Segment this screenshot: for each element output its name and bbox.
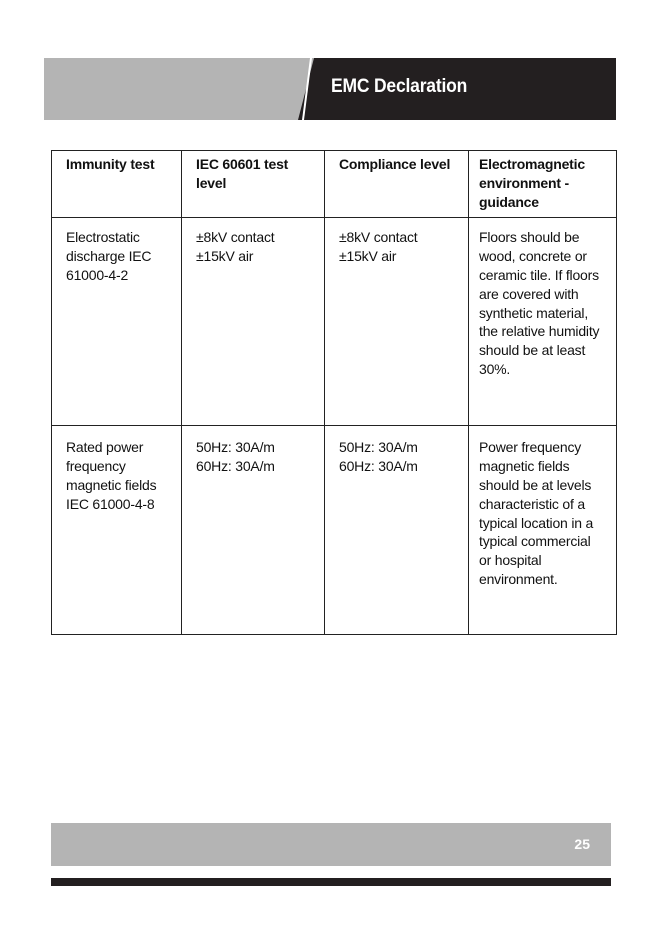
column-header-compliance-level: Compliance level (325, 151, 469, 218)
table-cell: Rated power frequency magnetic fields IEC 61000-4-8 (52, 426, 182, 635)
emc-table (51, 150, 617, 635)
table-cell: 50Hz: 30A/m 60Hz: 30A/m (182, 426, 325, 635)
table-cell: Power frequency magnetic fields should be at levels characteristic of a typical location in a typical commercial or hospital environment. (469, 426, 617, 635)
page-title: EMC Declaration (331, 76, 468, 97)
page-number: 25 (574, 836, 590, 852)
footer-bar (51, 823, 611, 866)
table-header-row (52, 151, 617, 218)
table-cell: ±8kV contact ±15kV air (182, 218, 325, 426)
column-header-test-level: IEC 60601 test level (182, 151, 325, 218)
table-row (52, 218, 617, 426)
column-header-guidance: Electromagnetic environment - guidance (469, 151, 617, 218)
table-cell: Electrostatic discharge IEC 61000-4-2 (52, 218, 182, 426)
table-cell: Floors should be wood, concrete or ceramic tile. If floors are covered with synthetic material, the relative humidity should be at least 30%. (469, 218, 617, 426)
column-header-immunity-test: Immunity test (52, 151, 182, 218)
header-gray-band (44, 58, 314, 120)
table-cell: ±8kV contact ±15kV air (325, 218, 469, 426)
footer-rule (51, 878, 611, 886)
table-cell: 50Hz: 30A/m 60Hz: 30A/m (325, 426, 469, 635)
table-row (52, 426, 617, 635)
